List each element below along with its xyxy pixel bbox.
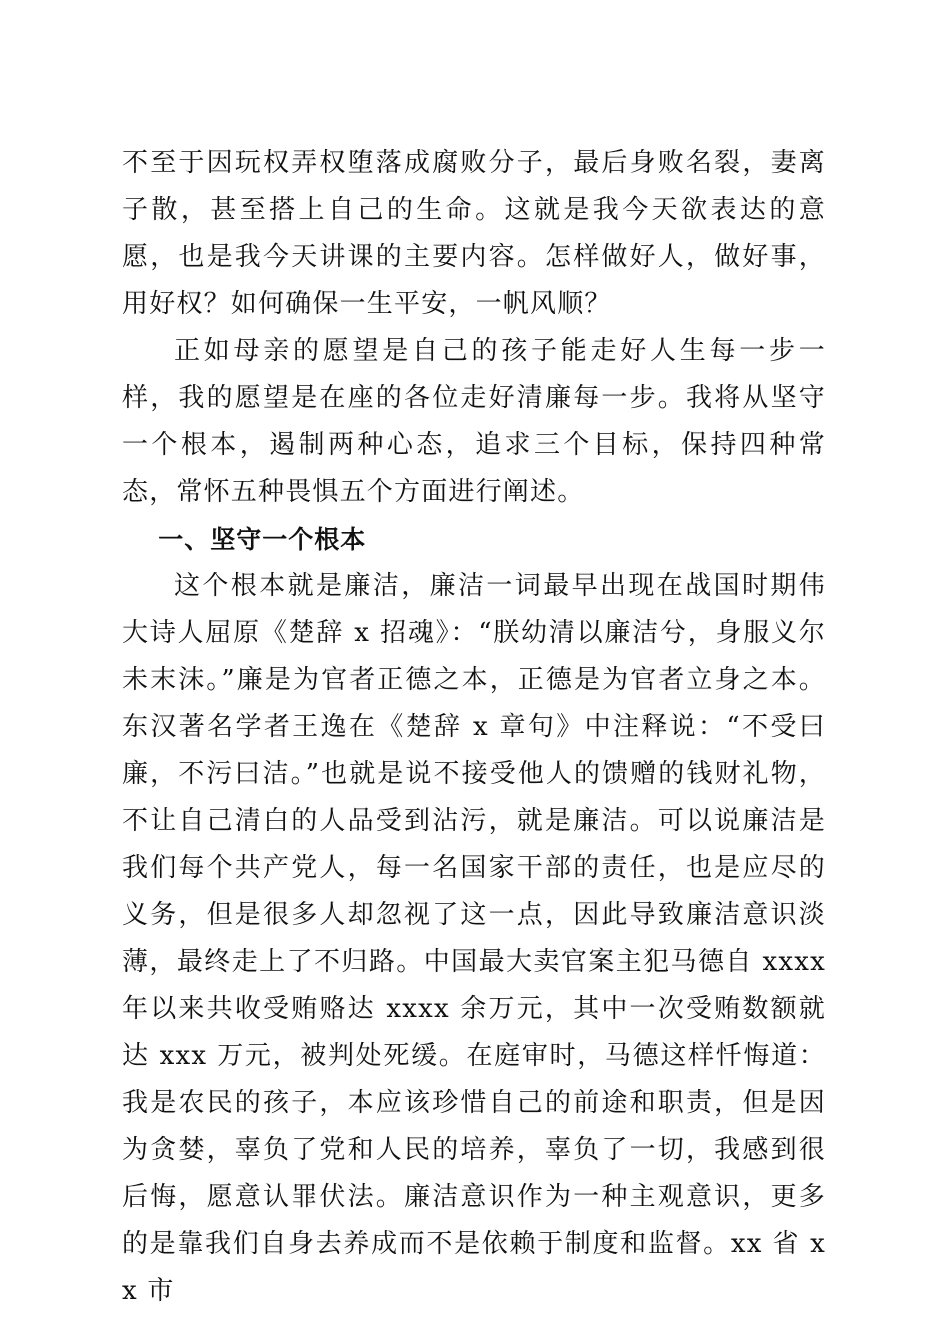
document-body <box>122 140 826 1315</box>
body-paragraph-continuation: 不至于因玩权弄权堕落成腐败分子，最后身败名裂，妻离子散，甚至搭上自己的生命。这就是我今天欲表达的意愿，也是我今天讲课的主要内容。怎样做好人，做好事，用好权？如何确保一生平安，一帆风顺？ <box>122 148 826 319</box>
body-paragraph-intro: 正如母亲的愿望是自己的孩子能走好人生每一步一样，我的愿望是在座的各位走好清廉每一步。我将从坚守一个根本，遏制两种心态，追求三个目标，保持四种常态，常怀五种畏惧五个方面进行阐述。 <box>122 336 826 507</box>
section-heading: 一、坚守一个根本 <box>158 525 367 554</box>
section-paragraph: 这个根本就是廉洁，廉洁一词最早出现在战国时期伟大诗人屈原《楚辞 x 招魂》：“朕幼清以廉洁兮，身服义尔未末沫。”廉是为官者正德之本，正德是为官者立身之本。东汉著名学者王逸在《楚辞 x 章句》中注释说：“不受曰廉，不污曰洁。”也就是说不接受他人的馈赠的钱财礼物，不让自己清白的人品受到沾污，就是廉洁。可以说廉洁是我们每个共产党人，每一名国家干部的责任，也是应尽的义务，但是很多人却忽视了这一点，因此导致廉洁意识淡薄，最终走上了不归路。中国最大卖官案主犯马德自 xxxx 年以来共收受贿赂达 xxxx 余万元，其中一次受贿数额就达 xxx 万元，被判处死缓。在庭审时，马德这样忏悔道：我是农民的孩子，本应该珍惜自己的前途和职责，但是因为贪婪，辜负了党和人民的培养，辜负了一切，我感到很后悔，愿意认罪伏法。廉洁意识作为一种主观意识，更多的是靠我们自身去养成而不是依赖于制度和监督。xx 省 xx 市 <box>122 571 826 1306</box>
